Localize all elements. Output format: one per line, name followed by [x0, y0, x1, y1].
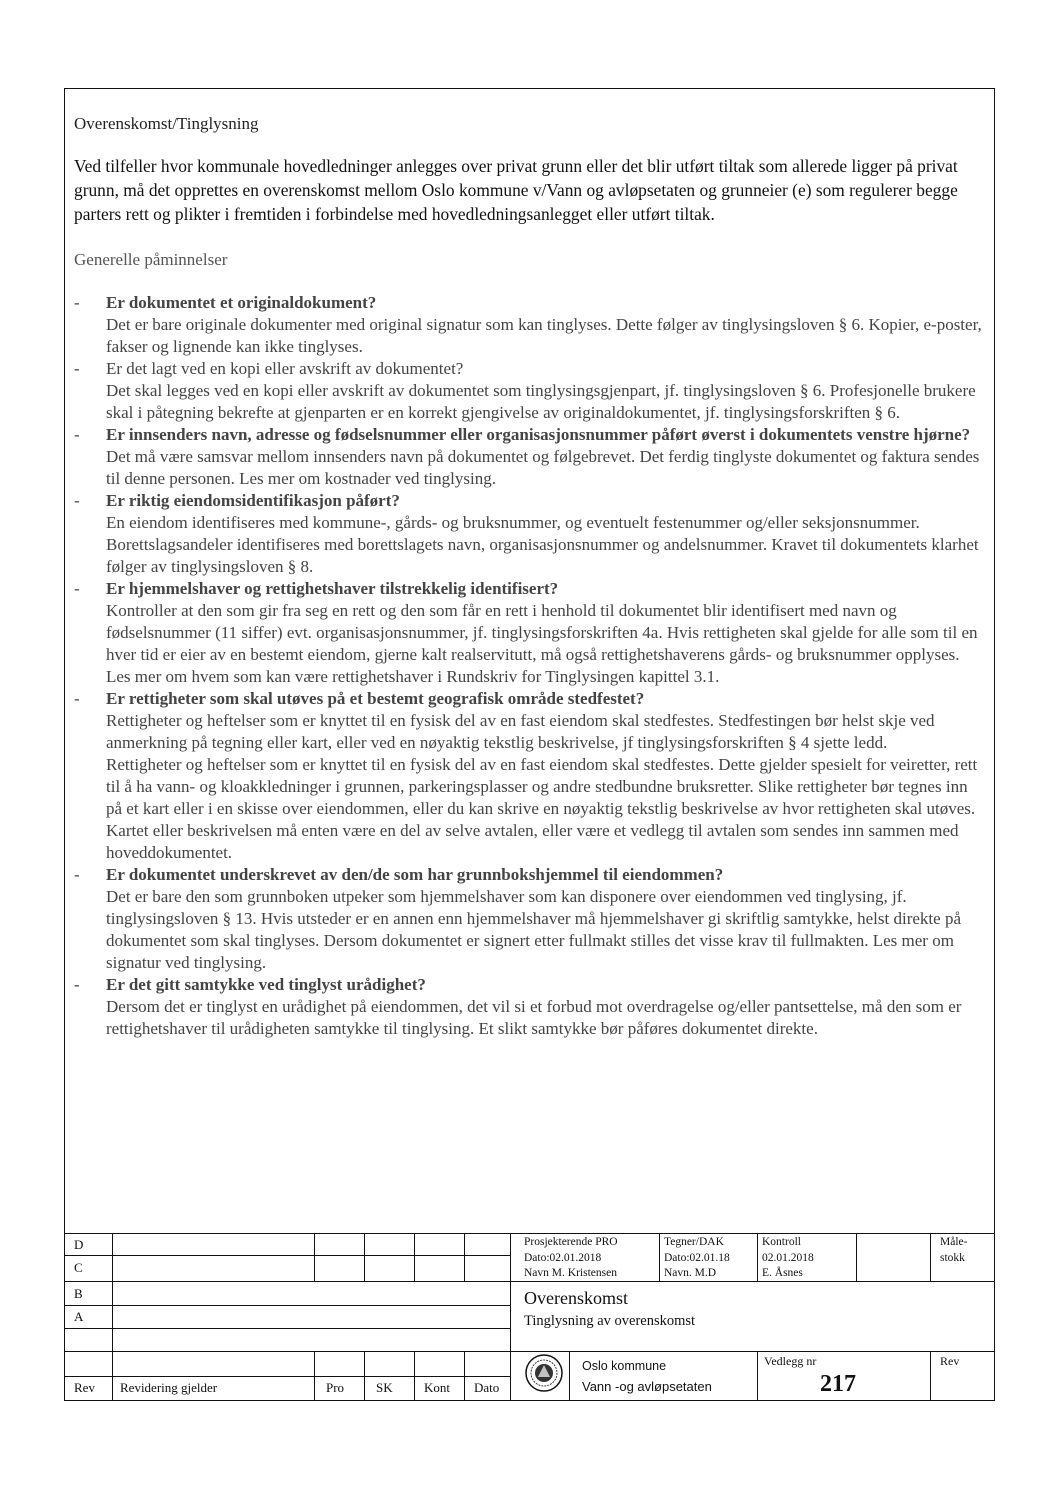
divider — [464, 1351, 465, 1401]
drawing-subtitle: Tinglysning av overenskomst — [524, 1313, 696, 1329]
kontroll-label: Kontroll — [762, 1236, 801, 1248]
divider — [64, 1376, 510, 1377]
rev-label: Rev — [940, 1354, 960, 1368]
vedlegg-label: Vedlegg nr — [764, 1354, 817, 1368]
divider — [757, 1351, 758, 1401]
title-block — [64, 1233, 995, 1401]
item-question: Er hjemmelshaver og rettighetshaver tilstrekkelig identifisert? — [106, 579, 559, 598]
document-title: Overenskomst/Tinglysning — [74, 114, 259, 133]
divider — [364, 1351, 365, 1401]
item-question: Er det gitt samtykke ved tinglyst urådighet? — [106, 975, 426, 994]
kontroll-name: E. Åsnes — [762, 1267, 803, 1279]
item-answer: En eiendom identifiseres med kommune-, gårds- og bruksnummer, og eventuelt festenummer og/eller seksjonsnummer. Borettslagsandeler identifiseres med borettslagets navn, organisasjonsnummer og andelsnummer. Kravet til dokumentets klarhet følger av tinglysingsloven § 8. — [106, 513, 979, 576]
divider — [64, 1328, 510, 1329]
item-answer-continued: Rettigheter og heftelser som er knyttet til en fysisk del av en fast eiendom skal stedfestes. Dette gjelder spesielt for veiretter, rett til å ha vann- og kloakkledninger i grunnen, parkeringsplasser og andre stedbundne bruksretter. Slike rettigheter bør tegnes inn på et kart eller i en skisse over eiendommen, eller du kan skrive en nøyaktig tekstlig beskrivelse av hvor rettigheten skal utøves. Kartet eller beskrivelsen må enten være en del av selve avtalen, eller være et vedlegg til avtalen som sendes inn sammen med hoveddokumentet. — [106, 755, 978, 862]
tegner-date: Dato:02.01.18 — [664, 1252, 730, 1264]
divider — [930, 1351, 931, 1401]
malestokk-label: Måle- — [940, 1236, 968, 1248]
tegner-name: Navn. M.D — [664, 1267, 717, 1279]
list-item: - Er hjemmelshaver og rettighetshaver tilstrekkelig identifisert? Kontroller at den som gir fra seg en rett og den som får en rett i henhold til dokumentet blir identifisert med navn og fødselsnummer (11 siffer) evt. organisasjonsnummer, jf. tinglysingsforskriften 4a. Hvis rettigheten skal gjelde for alle som til en hver tid er eier av en bestemt eiendom, gjerne kalt realservitutt, må også rettighetshaverens gårds- og bruksnummer opplyses. Les mer om hvem som kan være rettighetshaver i Rundskriv for Tinglysingen kapittel 3.1. — [74, 578, 986, 688]
item-answer: Det er bare originale dokumenter med original signatur som kan tinglyses. Dette følger av tinglysingsloven § 6. Kopier, e-poster, fakser og lignende kan ikke tinglyses. — [106, 315, 982, 356]
list-item: - Er riktig eiendomsidentifikasjon påført? En eiendom identifiseres med kommune-, gårds- og bruksnummer, og eventuelt festenummer og/eller seksjonsnummer. Borettslagsandeler identifiseres med borettslagets navn, organisasjonsnummer og andelsnummer. Kravet til dokumentets klarhet følger av tinglysingsloven § 8. — [74, 490, 986, 578]
divider — [112, 1233, 113, 1401]
divider — [569, 1351, 570, 1401]
divider — [64, 1255, 510, 1256]
item-question: Er det lagt ved en kopi eller avskrift av dokumentet? — [106, 359, 464, 378]
col-rev: Rev — [74, 1380, 95, 1395]
item-answer: Kontroller at den som gir fra seg en rett og den som får en rett i henhold til dokumentet blir identifisert med navn og fødselsnummer (11 siffer) evt. organisasjonsnummer, jf. tinglysingsforskriften 4a. Hvis rettigheten skal gjelde for alle som til en hver tid er eier av en bestemt eiendom, gjerne kalt realservitutt, må også rettighetshaverens gårds- og bruksnummer opplyses. Les mer om hvem som kan være rettighetshaver i Rundskriv for Tinglysingen kapittel 3.1. — [106, 601, 978, 686]
item-answer: Det er bare den som grunnboken utpeker som hjemmelshaver som kan disponere over eiendommen ved tinglysing, jf. tinglysingsloven § 13. Hvis utsteder er en annen enn hjemmelshaver må hjemmelshaver gi skriftlig samtykke, helst direkte på dokumentet som skal tinglyses. Dersom dokumentet er signert etter fullmakt stilles det visse krav til fullmakten. Les mer om signatur ved tinglysing. — [106, 887, 961, 972]
col-pro: Pro — [326, 1380, 345, 1395]
divider — [314, 1233, 315, 1281]
org-unit: Vann -og avløpsetaten — [582, 1379, 712, 1394]
divider — [64, 1351, 995, 1352]
item-question: Er riktig eiendomsidentifikasjon påført? — [106, 491, 400, 510]
oslo-seal-icon — [524, 1353, 564, 1393]
list-item: - Er innsenders navn, adresse og fødselsnummer eller organisasjonsnummer påført øverst i dokumentets venstre hjørne? Det må være samsvar mellom innsenders navn på dokumentet og følgebrevet. Det ferdig tinglyste dokumentet og faktura sendes til denne personen. Les mer om kostnader ved tinglysing. — [74, 424, 986, 490]
item-answer: Dersom det er tinglyst en urådighet på eiendommen, det vil si et forbud mot overdragelse og/eller pantsettelse, må den som er rettighetshaver til urådigheten samtykke til tinglysing. Et slikt samtykke bør påføres dokumentet direkte. — [106, 997, 962, 1038]
prosjekterende-name: Navn M. Kristensen — [524, 1267, 617, 1279]
list-item: - Er dokumentet et originaldokument? Det er bare originale dokumenter med original signatur som kan tinglyses. Dette følger av tinglysingsloven § 6. Kopier, e-poster, fakser og lignende kan ikke tinglyses. — [74, 292, 986, 358]
intro-paragraph: Ved tilfeller hvor kommunale hovedledninger anlegges over privat grunn eller det blir utført tiltak som allerede ligger på privat grunn, må det opprettes en overenskomst mellom Oslo kommune v/Vann og avløpsetaten og grunneier (e) som regulerer begge parters rett og plikter i fremtiden i forbindelse med hovedledningsanlegget eller utført tiltak. — [74, 156, 958, 224]
list-item: - Er det lagt ved en kopi eller avskrift av dokumentet? Det skal legges ved en kopi eller avskrift av dokumentet som tinglysingsgjenpart, jf. tinglysingsloven § 6. Profesjonelle brukere skal i påtegning bekrefte at gjenparten er en korrekt gjengivelse av originaldokumentet, jf. tinglysingsforskriften § 6. — [74, 358, 986, 424]
kontroll-date: 02.01.2018 — [762, 1252, 814, 1264]
rev-letter: A — [74, 1309, 84, 1324]
divider — [314, 1351, 315, 1401]
divider — [414, 1351, 415, 1401]
subheading: Generelle påminnelser — [74, 250, 228, 269]
divider — [414, 1233, 415, 1281]
tegner-label: Tegner/DAK — [664, 1236, 724, 1248]
divider — [64, 1305, 510, 1306]
divider — [757, 1233, 758, 1281]
col-sk: SK — [376, 1380, 393, 1395]
malestokk-label-2: stokk — [940, 1252, 965, 1264]
rev-letter: B — [74, 1286, 83, 1301]
item-answer: Det skal legges ved en kopi eller avskrift av dokumentet som tinglysingsgjenpart, jf. tinglysingsloven § 6. Profesjonelle brukere skal i påtegning bekrefte at gjenparten er en korrekt gjengivelse av originaldokumentet, jf. tinglysingsforskriften § 6. — [106, 381, 976, 422]
list-item: - Er det gitt samtykke ved tinglyst urådighet? Dersom det er tinglyst en urådighet på eiendommen, det vil si et forbud mot overdragelse og/eller pantsettelse, må den som er rettighetshaver til urådigheten samtykke til tinglysing. Et slikt samtykke bør påføres dokumentet direkte. — [74, 974, 986, 1040]
item-answer: Rettigheter og heftelser som er knyttet til en fysisk del av en fast eiendom skal stedfestes. Stedfestingen bør helst skje ved anmerkning på tegning eller kart, eller ved en nøyaktig tekstlig beskrivelse, jf tinglysingsforskriften § 4 sjette ledd. — [106, 711, 935, 752]
item-question: Er dokumentet et originaldokument? — [106, 293, 377, 312]
item-question: Er rettigheter som skal utøves på et bestemt geografisk område stedfestet? — [106, 689, 645, 708]
item-answer: Det må være samsvar mellom innsenders navn på dokumentet og følgebrevet. Det ferdig tinglyste dokumentet og faktura sendes til denne personen. Les mer om kostnader ved tinglysing. — [106, 447, 980, 488]
drawing-title: Overenskomst — [524, 1288, 628, 1308]
divider — [464, 1233, 465, 1281]
col-dato: Dato — [474, 1380, 500, 1395]
vedlegg-number: 217 — [820, 1371, 856, 1397]
org-name: Oslo kommune — [582, 1359, 667, 1373]
col-revidering: Revidering gjelder — [120, 1380, 218, 1395]
prosjekterende-label: Prosjekterende PRO — [524, 1236, 618, 1248]
list-item: - Er rettigheter som skal utøves på et bestemt geografisk område stedfestet? Rettigheter og heftelser som er knyttet til en fysisk del av en fast eiendom skal stedfestes. Stedfestingen bør helst skje ved anmerkning på tegning eller kart, eller ved en nøyaktig tekstlig beskrivelse, jf tinglysingsforskriften § 4 sjette ledd. Rettigheter og heftelser som er knyttet til en fysisk del av en fast eiendom skal stedfestes. Dette gjelder spesielt for veiretter, rett til å ha vann- og kloakkledninger i grunnen, parkeringsplasser og andre stedbundne bruksretter. Slike rettigheter bør tegnes inn på et kart eller i en skisse over eiendommen, eller du kan skrive en nøyaktig tekstlig beskrivelse av hvor rettigheten skal utøves. Kartet eller beskrivelsen må enten være en del av selve avtalen, eller være et vedlegg til avtalen som sendes inn sammen med hoveddokumentet. — [74, 688, 986, 864]
prosjekterende-date: Dato:02.01.2018 — [524, 1252, 602, 1264]
rev-letter: D — [74, 1237, 84, 1252]
divider — [364, 1233, 365, 1281]
divider — [659, 1233, 660, 1281]
divider — [64, 1281, 995, 1282]
item-question: Er dokumentet underskrevet av den/de som har grunnbokshjemmel til eiendommen? — [106, 865, 724, 884]
item-question: Er innsenders navn, adresse og fødselsnummer eller organisasjonsnummer påført øverst i dokumentets venstre hjørne? — [106, 425, 971, 444]
divider — [856, 1233, 857, 1281]
rev-letter: C — [74, 1260, 83, 1275]
divider — [510, 1233, 511, 1401]
reminder-list — [74, 292, 986, 1040]
divider — [930, 1233, 931, 1281]
document-body — [74, 110, 986, 1040]
list-item: - Er dokumentet underskrevet av den/de som har grunnbokshjemmel til eiendommen? Det er bare den som grunnboken utpeker som hjemmelshaver som kan disponere over eiendommen ved tinglysing, jf. tinglysingsloven § 13. Hvis utsteder er en annen enn hjemmelshaver må hjemmelshaver gi skriftlig samtykke, helst direkte på dokumentet som skal tinglyses. Dersom dokumentet er signert etter fullmakt stilles det visse krav til fullmakten. Les mer om signatur ved tinglysing. — [74, 864, 986, 974]
col-kont: Kont — [424, 1380, 450, 1395]
